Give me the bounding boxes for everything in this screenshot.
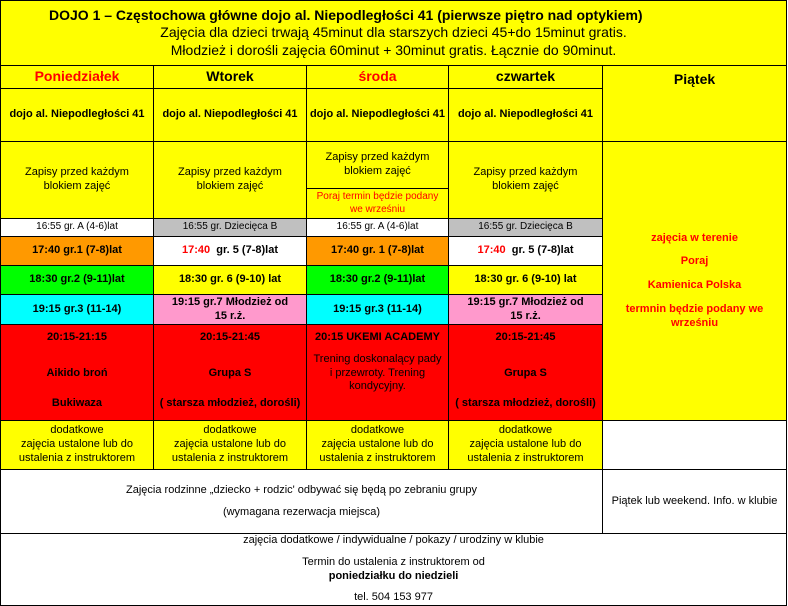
evening-title: 20:15 UKEMI ACADEMY [315,331,440,343]
friday-field-activities [603,142,787,421]
slot-line: 19:15 gr.7 Młodzież od [467,295,584,308]
slot-wed-1740: 17:40 gr. 1 (7-8)lat [307,237,449,266]
evening-name: Grupa S [504,366,547,379]
evening-desc: Trening doskonalący pady i przewroty. Trening kondycyjny. [313,352,442,393]
place-thursday: dojo al. Niepodległości 41 [449,89,603,142]
evening-tuesday [154,325,307,421]
extra-line: zajęcia ustalone lub do [469,438,582,451]
footer [1,534,787,606]
friday-line-1: zajęcia w terenie [651,231,738,244]
day-friday-label: Piątek [673,70,716,87]
evening-sub: ( starsza młodzież, dorośli) [455,396,596,409]
evening-sub: Bukiwaza [51,396,103,409]
extra-line: dodatkowe [498,424,553,437]
header-line-2: Młodzież i dorośli zajęcia 60minut + 30minut gratis. Łącznie do 90minut. [170,41,617,58]
slot-line: 15 r.ż. [510,309,541,322]
extra-thursday [449,421,603,470]
slot-group: gr. 5 (7-8)lat [216,244,278,257]
slot-time: 17:40 [477,244,506,257]
signup-text: Zapisy przed każdym [325,151,430,164]
signup-text: blokiem zajęć [344,165,411,177]
footer-line-2-text: Termin do ustalenia z instruktorem od [302,555,485,568]
signup-tuesday [154,142,307,219]
signup-text: Zapisy przed każdym [178,166,282,179]
signup-text: Zapisy przed każdym [473,166,578,179]
day-tuesday: Wtorek [154,66,307,89]
signup-wednesday [307,142,449,189]
slot-line: 15 r.ż. [214,309,246,322]
evening-wednesday [307,325,449,421]
friday-line-2: Poraj [680,255,709,268]
day-friday [603,66,787,142]
slot-thu-1740 [449,237,603,266]
extra-line: ustalenia z instruktorem [319,451,436,464]
slot-tue-1830: 18:30 gr. 6 (9-10) lat [154,266,307,295]
evening-monday [1,325,154,421]
slot-mon-1830: 18:30 gr.2 (9-11)lat [1,266,154,295]
place-tuesday: dojo al. Niepodległości 41 [154,89,307,142]
slot-tue-1740 [154,237,307,266]
evening-thursday [449,325,603,421]
place-wednesday: dojo al. Niepodległości 41 [307,89,449,142]
signup-text: blokiem zajęć [43,180,111,192]
slot-time: 17:40 [181,244,211,257]
friday-line-3: Kamienica Polska [647,279,742,292]
evening-time: 20:15-21:45 [200,331,260,343]
place-monday: dojo al. Niepodległości 41 [1,89,154,142]
signup-text: blokiem zajęć [492,180,559,192]
slot-line: 19:15 gr.7 Młodzież od [171,295,289,308]
footer-line-2-bold: poniedziałku do niedzieli [328,569,459,582]
footer-line-1: zajęcia dodatkowe / indywidualne / pokazy / urodziny w klubie [243,534,544,546]
slot-thu-1655: 16:55 gr. Dziecięca B [449,219,603,237]
header-line-1: Zajęcia dla dzieci trwają 45minut dla starszych dzieci 45+do 15minut gratis. [160,24,627,41]
extra-line: ustalenia z instruktorem [18,451,136,464]
page-title: DOJO 1 – Częstochowa główne dojo al. Niepodległości 41 (pierwsze piętro nad optykiem) [49,6,643,23]
slot-wed-1830: 18:30 gr.2 (9-11)lat [307,266,449,295]
weekend-info: Piątek lub weekend. Info. w klubie [603,470,787,534]
slot-mon-1740: 17:40 gr.1 (7-8)lat [1,237,154,266]
extra-line: zajęcia ustalone lub do [174,438,286,451]
extra-tuesday [154,421,307,470]
signup-text: blokiem zajęć [196,180,264,192]
evening-time: 20:15-21:15 [47,331,107,343]
extra-line: ustalenia z instruktorem [171,451,289,464]
extra-wednesday [307,421,449,470]
day-monday: Poniedziałek [1,66,154,89]
extra-line: ustalenia z instruktorem [467,451,584,464]
evening-name: Aikido broń [46,366,108,379]
signup-thursday [449,142,603,219]
day-thursday: czwartek [449,66,603,89]
extra-line: zajęcia ustalone lub do [21,438,133,451]
phone-number: tel. 504 153 977 [354,591,433,604]
slot-wed-1915: 19:15 gr.3 (11-14) [307,295,449,325]
wednesday-poraj-note: Poraj termin będzie podany we wrześniu [307,189,449,219]
slot-tue-1655: 16:55 gr. Dziecięca B [154,219,307,237]
slot-thu-1830: 18:30 gr. 6 (9-10) lat [449,266,603,295]
slot-group: gr. 5 (7-8)lat [511,244,574,257]
signup-text: Zapisy przed każdym [25,166,129,179]
day-wednesday: środa [307,66,449,89]
friday-line-4: termnin będzie podany we wrześniu [625,302,764,329]
extra-monday [1,421,154,470]
extra-line: dodatkowe [203,424,257,437]
evening-time: 20:15-21:45 [495,331,556,343]
slot-tue-1915 [154,295,307,325]
family-line-1: Zajęcia rodzinne „dziecko + rodzic' odbywać się będą po zebraniu grupy [126,483,477,496]
family-line-2: (wymagana rezerwacja miejsca) [222,505,381,518]
slot-thu-1915 [449,295,603,325]
evening-name: Grupa S [208,366,252,379]
extra-line: dodatkowe [350,424,405,437]
slot-mon-1655: 16:55 gr. A (4-6)lat [1,219,154,237]
slot-wed-1655: 16:55 gr. A (4-6)lat [307,219,449,237]
extra-line: zajęcia ustalone lub do [321,438,434,451]
footer-line-2 [3,556,784,584]
slot-mon-1915: 19:15 gr.3 (11-14) [1,295,154,325]
family-classes [1,470,603,534]
evening-sub: ( starsza młodzież, dorośli) [159,396,301,409]
signup-monday [1,142,154,219]
header [1,1,787,66]
extra-line: dodatkowe [50,424,104,437]
